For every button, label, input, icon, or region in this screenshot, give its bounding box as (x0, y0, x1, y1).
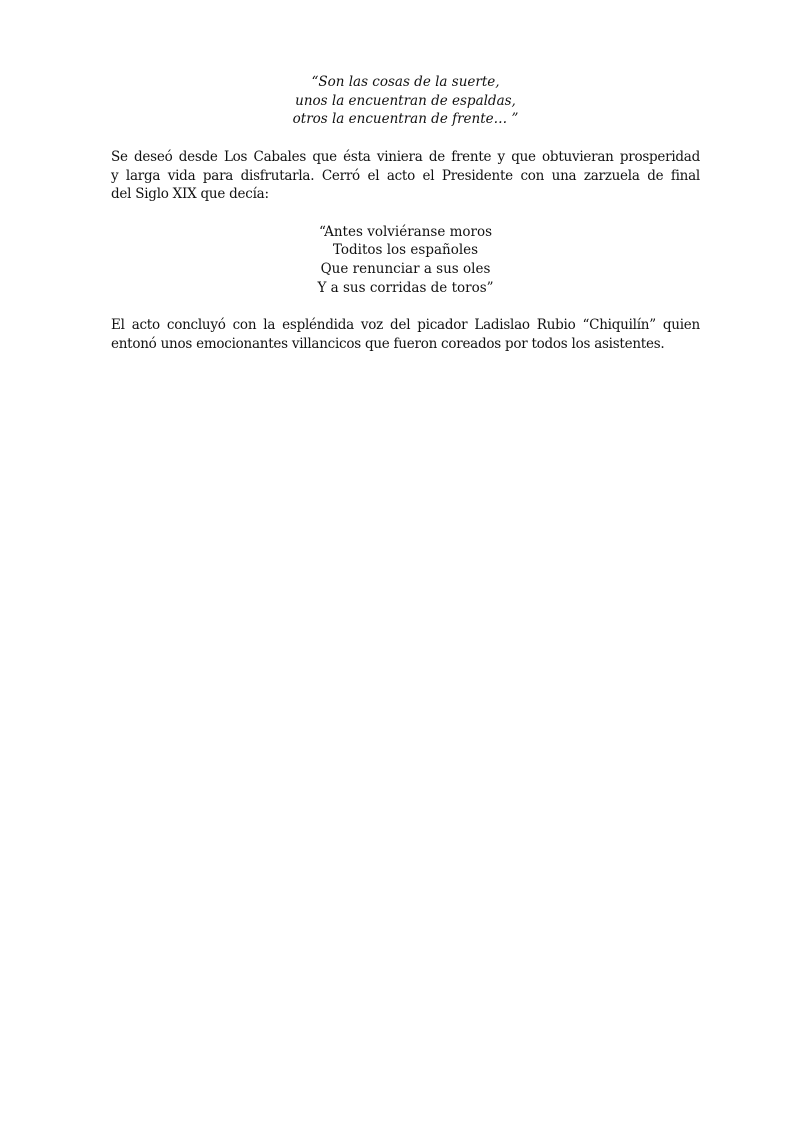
verse-line: otros la encuentran de frente… ” (292, 111, 519, 128)
verse-line: Toditos los españoles (332, 242, 479, 259)
paragraph-line: El acto concluyó con la espléndida voz del picador Ladislao Rubio “Chiquilín” quien (111, 317, 700, 334)
paragraph-line: y larga vida para disfrutarla. Cerró el acto el Presidente con una zarzuela de final (111, 167, 700, 184)
verse-line: Que renunciar a sus oles (320, 261, 491, 277)
verse-line: unos la encuentran de espaldas, (295, 92, 516, 109)
verse-quote-zarzuela (111, 223, 700, 298)
spacer (111, 204, 700, 223)
page-content (111, 73, 700, 354)
paragraph-line: entonó unos emocionantes villancicos que fueron coreados por todos los asistentes. (111, 335, 665, 352)
verse-line: “Antes volviéranse moros (318, 223, 493, 240)
verse-line: “Son las cosas de la suerte, (311, 74, 500, 90)
paragraph-line: Se deseó desde Los Cabales que ésta viniera de frente y que obtuvieran prosperidad (111, 148, 700, 165)
paragraph-conclusion (111, 316, 700, 353)
verse-line: Y a sus corridas de toros” (317, 279, 494, 296)
paragraph-deseo (111, 148, 700, 204)
spacer (111, 129, 700, 148)
verse-quote-suerte (111, 73, 700, 129)
paragraph-line: del Siglo XIX que decía: (111, 186, 269, 203)
spacer (111, 297, 700, 316)
